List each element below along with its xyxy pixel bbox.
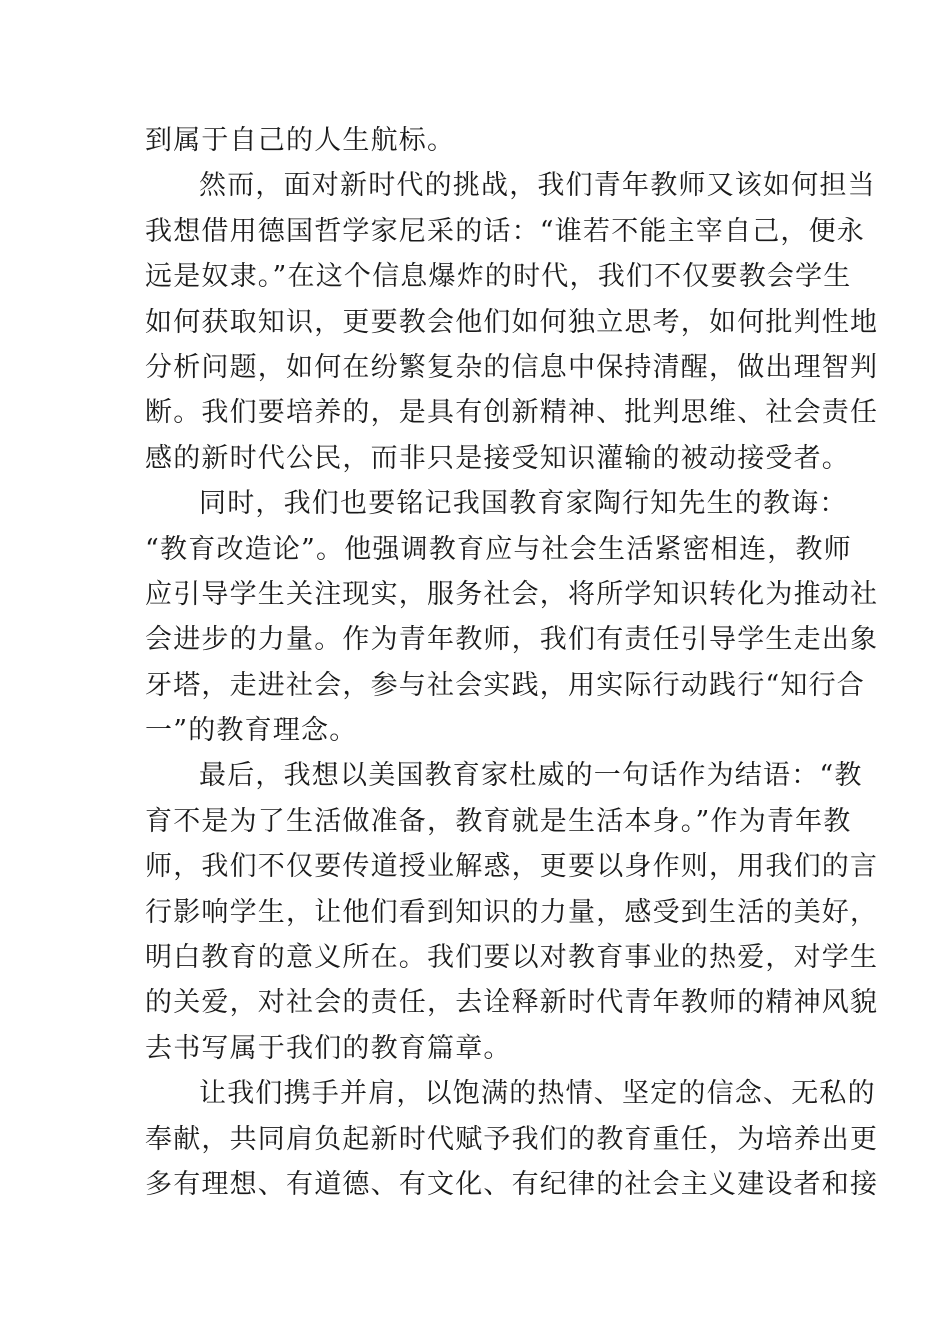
text-line: 奉献，共同肩负起新时代赋予我们的教育重任，为培养出更 <box>145 1123 879 1155</box>
text-line: 远是奴隶。”在这个信息爆炸的时代，我们不仅要教会学生 <box>145 261 852 293</box>
text-line: 我想借用德国哲学家尼采的话：“谁若不能主宰自己，便永 <box>145 215 866 247</box>
text-line: 断。我们要培养的，是具有创新精神、批判思维、社会责任 <box>145 397 879 429</box>
text-line: 会进步的力量。作为青年教师，我们有责任引导学生走出象 <box>145 624 879 656</box>
text-line: 师，我们不仅要传道授业解惑，更要以身作则，用我们的言 <box>145 851 879 883</box>
text-line: 多有理想、有道德、有文化、有纪律的社会主义建设者和接 <box>145 1168 879 1200</box>
text-line: 牙塔，走进社会，参与社会实践，用实际行动践行“知行合 <box>145 669 866 701</box>
document-body <box>145 118 879 1207</box>
text-line: 明白教育的意义所在。我们要以对教育事业的热爱，对学生 <box>145 942 879 974</box>
text-line: 同时，我们也要铭记我国教育家陶行知先生的教诲： <box>199 488 848 520</box>
text-line: 的关爱，对社会的责任，去诠释新时代青年教师的精神风貌 <box>145 987 879 1019</box>
text-line: 去书写属于我们的教育篇章。 <box>145 1032 512 1064</box>
text-line: 如何获取知识，更要教会他们如何独立思考，如何批判性地 <box>145 306 879 338</box>
text-line: 让我们携手并肩，以饱满的热情、坚定的信念、无私的 <box>199 1078 876 1110</box>
text-line: 育不是为了生活做准备，教育就是生活本身。”作为青年教 <box>145 805 852 837</box>
text-line: 一”的教育理念。 <box>145 715 358 747</box>
text-line: 最后，我想以美国教育家杜威的一句话作为结语：“教 <box>199 760 863 792</box>
text-line: 到属于自己的人生航标。 <box>145 125 456 156</box>
text-line: 行影响学生，让他们看到知识的力量，感受到生活的美好， <box>145 896 879 928</box>
text-line: “教育改造论”。他强调教育应与社会生活紧密相连，教师 <box>145 533 852 565</box>
text-line: 感的新时代公民，而非只是接受知识灌输的被动接受者。 <box>145 442 850 474</box>
text-line: 应引导学生关注现实，服务社会，将所学知识转化为推动社 <box>145 578 879 610</box>
text-line: 然而，面对新时代的挑战，我们青年教师又该如何担当 <box>199 170 876 202</box>
text-line: 分析问题，如何在纷繁复杂的信息中保持清醒，做出理智判 <box>145 351 879 383</box>
